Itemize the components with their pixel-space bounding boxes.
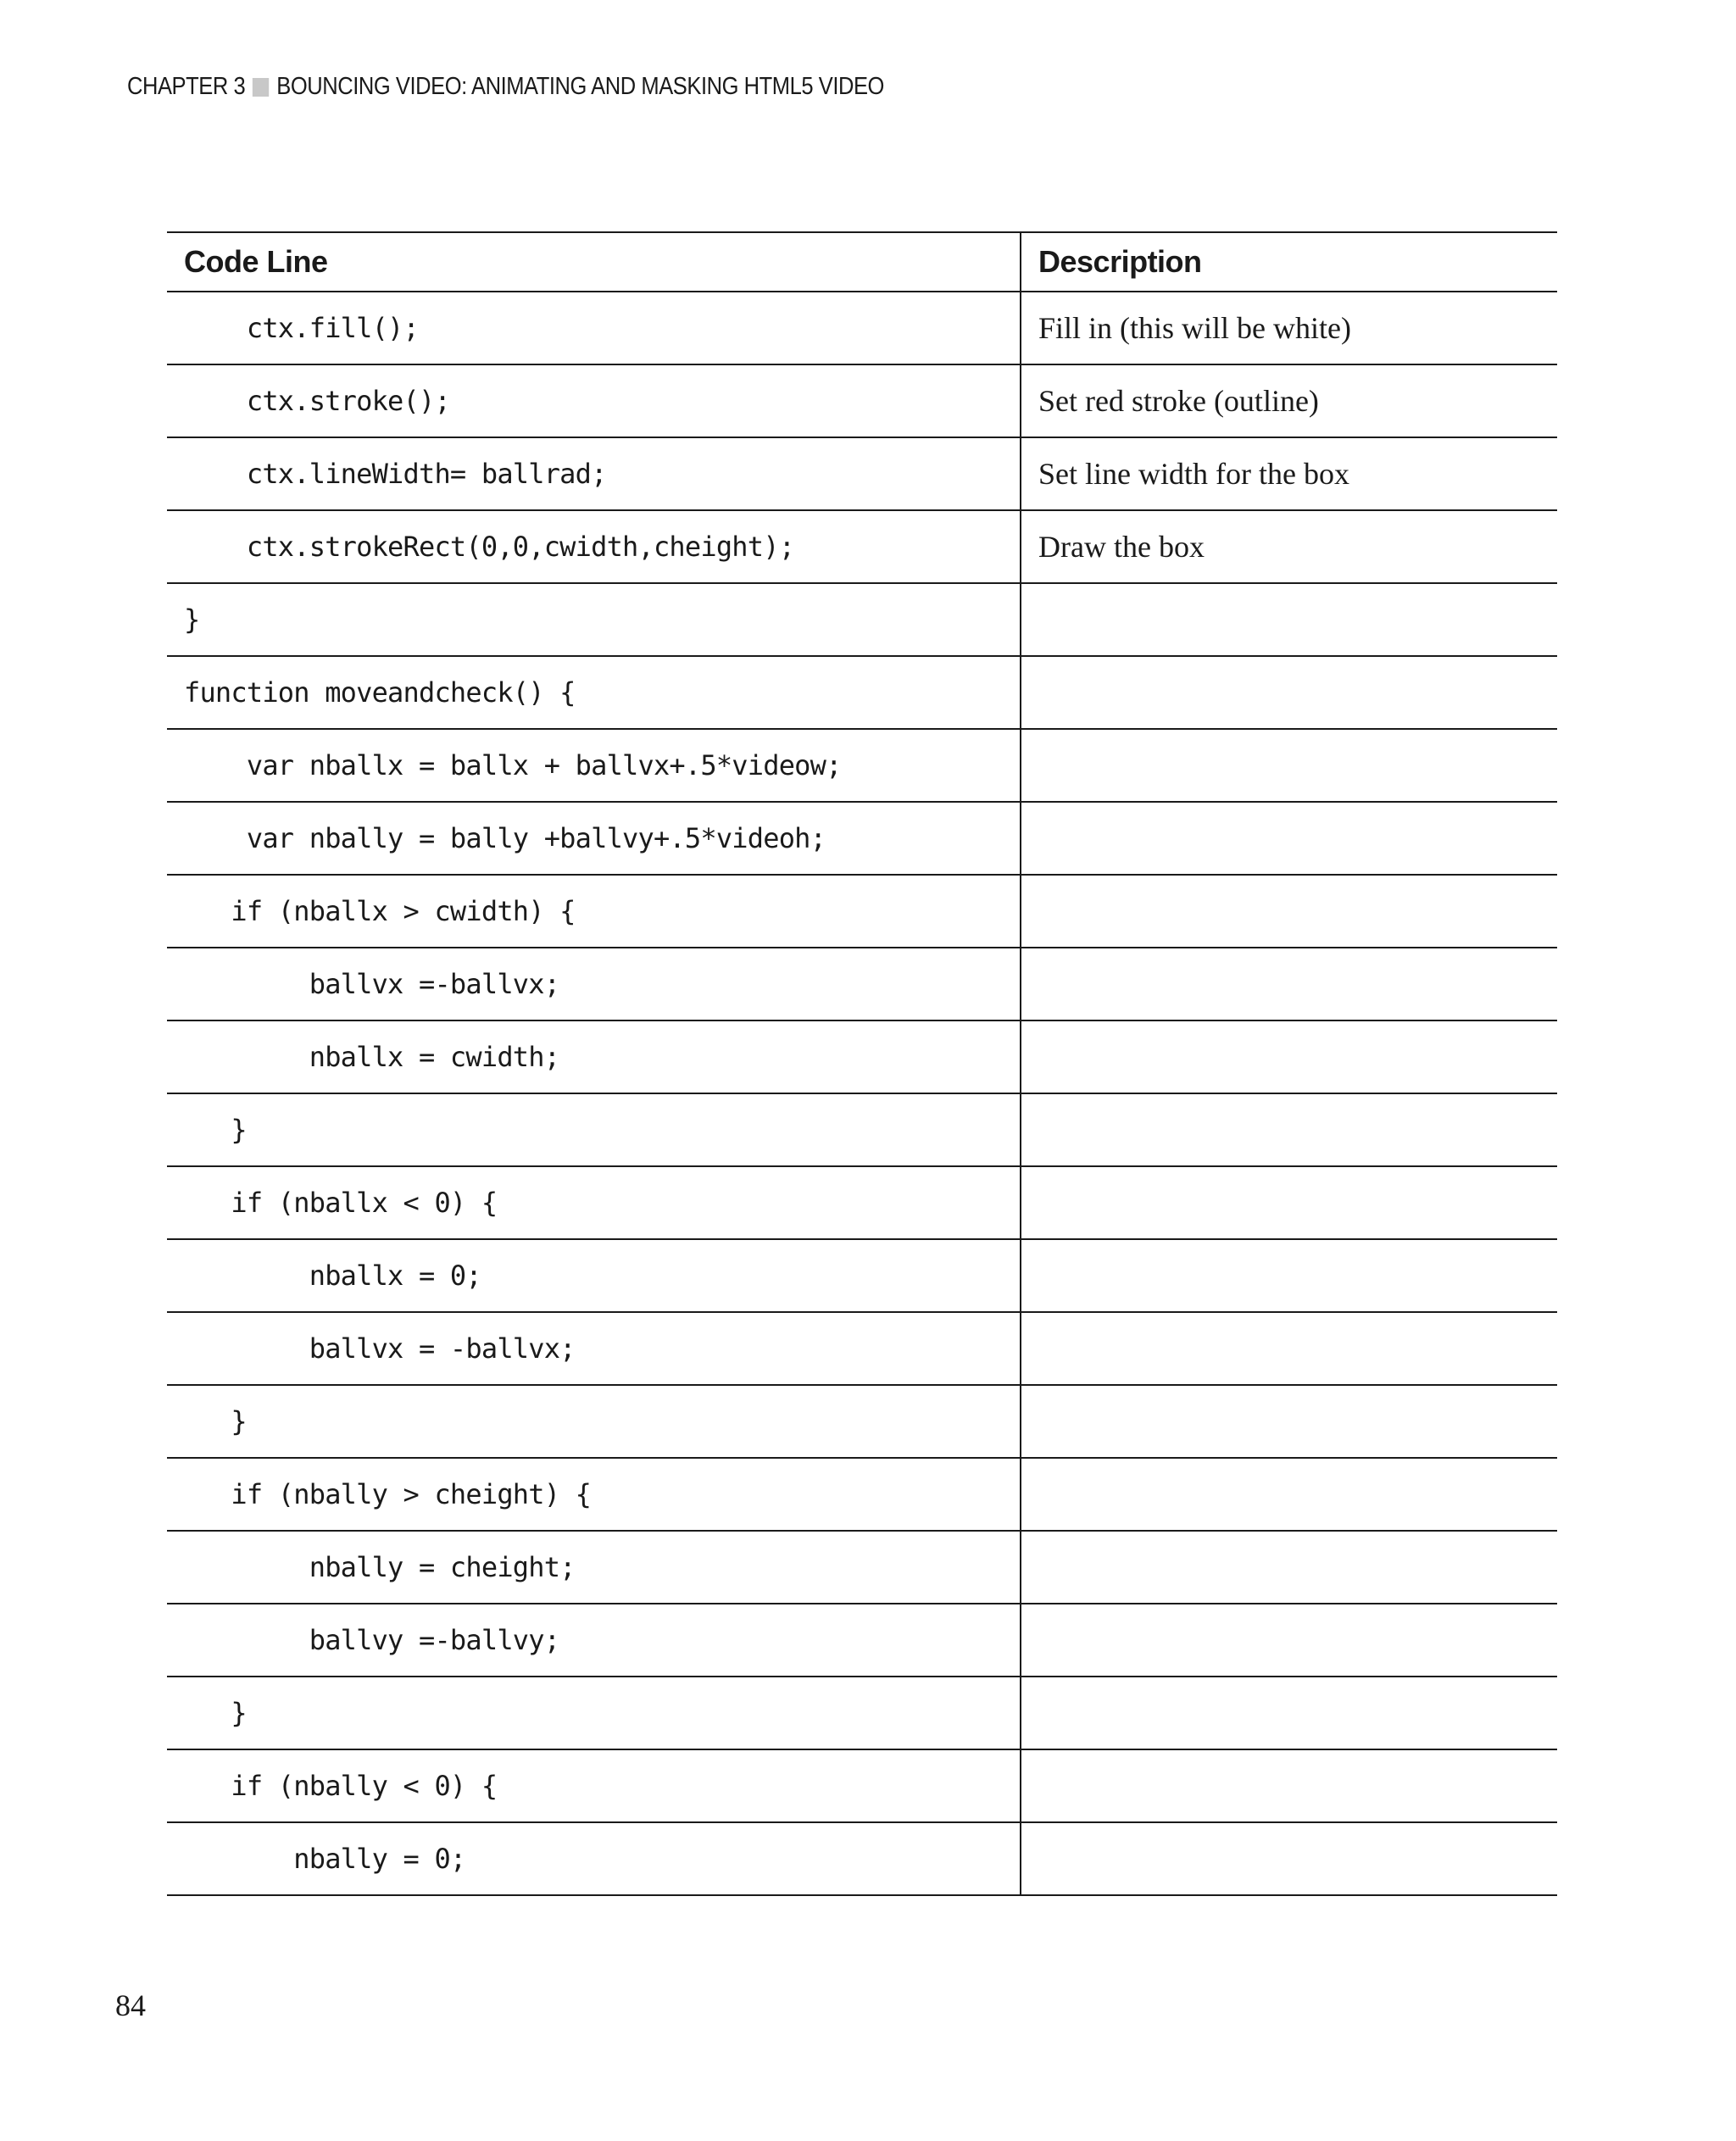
description-cell [1021, 1020, 1557, 1093]
code-line-cell: if (nballx > cwidth) { [184, 895, 576, 927]
table-row [167, 1458, 1557, 1531]
description-cell [1021, 1239, 1557, 1312]
code-line-cell: } [184, 603, 200, 636]
table-row [167, 292, 1557, 364]
description-cell: Set line width for the box [1021, 437, 1557, 510]
table-row [167, 1749, 1557, 1822]
chapter-label: CHAPTER 3 [127, 73, 246, 100]
code-line-cell: ballvx = -ballvx; [184, 1332, 576, 1365]
code-line-cell: nbally = cheight; [184, 1551, 576, 1583]
running-head [127, 73, 884, 101]
code-line-cell: if (nbally > cheight) { [184, 1478, 592, 1510]
description-cell [1021, 729, 1557, 802]
table-row [167, 1312, 1557, 1385]
code-line-cell: ctx.stroke(); [184, 385, 450, 417]
table-row [167, 437, 1557, 510]
table-row [167, 875, 1557, 948]
description-cell [1021, 1749, 1557, 1822]
table-row [167, 1020, 1557, 1093]
code-line-cell: } [184, 1114, 247, 1146]
code-line-cell: ctx.strokeRect(0,0,cwidth,cheight); [184, 531, 795, 563]
table-row [167, 802, 1557, 875]
description-cell [1021, 1385, 1557, 1458]
table-row [167, 1822, 1557, 1895]
code-line-cell: if (nbally < 0) { [184, 1770, 498, 1802]
code-line-cell: } [184, 1697, 247, 1729]
code-line-cell: var nbally = bally +ballvy+.5*videoh; [184, 822, 826, 854]
description-cell: Set red stroke (outline) [1021, 364, 1557, 437]
description-cell [1021, 1458, 1557, 1531]
page-number: 84 [115, 1988, 146, 2022]
header-description: Description [1021, 232, 1557, 292]
header-code-line: Code Line [184, 244, 328, 279]
table-row [167, 656, 1557, 729]
table-row [167, 1677, 1557, 1749]
chapter-title: BOUNCING VIDEO: ANIMATING AND MASKING HTML5 VIDEO [276, 73, 884, 100]
table-row [167, 1093, 1557, 1166]
code-line-cell: ballvy =-ballvy; [184, 1624, 560, 1656]
code-line-cell: if (nballx < 0) { [184, 1187, 498, 1219]
description-cell [1021, 875, 1557, 948]
description-cell [1021, 1312, 1557, 1385]
table-row [167, 1166, 1557, 1239]
description-cell [1021, 583, 1557, 656]
description-cell [1021, 1822, 1557, 1895]
code-line-cell: var nballx = ballx + ballvx+.5*videow; [184, 749, 842, 781]
table-row [167, 1604, 1557, 1677]
table-row [167, 948, 1557, 1020]
code-line-cell: ballvx =-ballvx; [184, 968, 560, 1000]
table-row [167, 1531, 1557, 1604]
description-cell: Draw the box [1021, 510, 1557, 583]
code-line-cell: ctx.lineWidth= ballrad; [184, 458, 607, 490]
table-row [167, 729, 1557, 802]
description-cell [1021, 656, 1557, 729]
code-line-cell: function moveandcheck() { [184, 676, 576, 709]
table-row [167, 1385, 1557, 1458]
description-cell [1021, 1677, 1557, 1749]
table-row [167, 583, 1557, 656]
code-line-cell: nballx = 0; [184, 1260, 481, 1292]
description-cell [1021, 1166, 1557, 1239]
description-cell: Fill in (this will be white) [1021, 292, 1557, 364]
table-row [167, 1239, 1557, 1312]
code-line-cell: nbally = 0; [184, 1843, 466, 1875]
code-line-cell: ctx.fill(); [184, 312, 419, 344]
description-cell [1021, 802, 1557, 875]
separator-square-icon [253, 78, 269, 97]
code-line-cell: } [184, 1405, 247, 1438]
description-cell [1021, 948, 1557, 1020]
code-line-cell: nballx = cwidth; [184, 1041, 560, 1073]
code-table [167, 231, 1557, 1896]
description-cell [1021, 1531, 1557, 1604]
table-row [167, 510, 1557, 583]
table-row [167, 364, 1557, 437]
description-cell [1021, 1604, 1557, 1677]
table-header-row [167, 232, 1557, 292]
description-cell [1021, 1093, 1557, 1166]
